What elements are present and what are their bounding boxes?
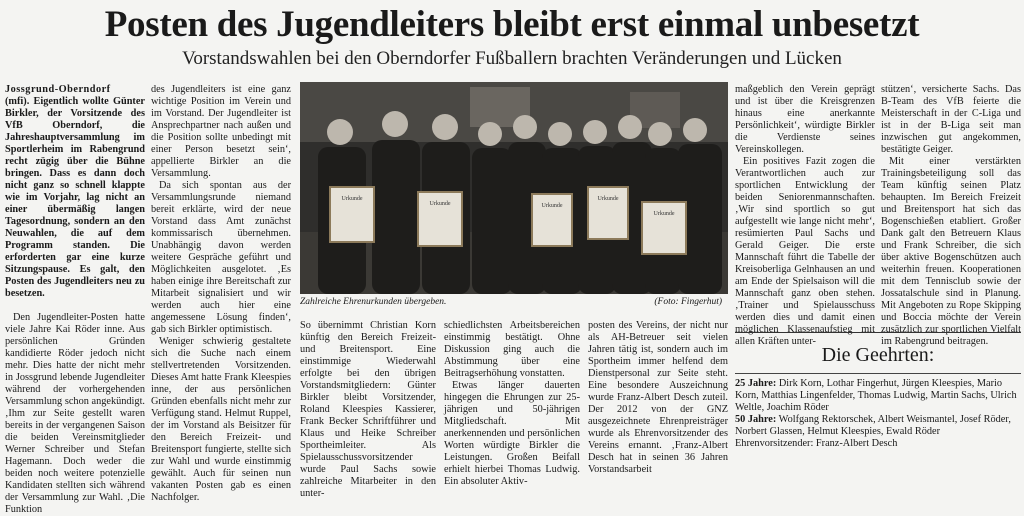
paragraph: schiedlichsten Arbeitsbereichen einstimmig bestätigt. Ohne Diskussion ging auch die Abstimmung über eine Beitragserhöhung vonstatten. [444,320,580,379]
photo-caption [300,297,728,308]
honorees-label: 25 Jahre: [735,378,777,389]
paragraph: Weniger schwierig gestaltete sich die Suche nach einem stellvertretenden Vorsitzenden. Dieses Amt hatte Frank Kleespies inne, der aus persönlichen Gründen ebenfalls nicht mehr zur Verfügung stand. Helmut Ruppel, der im Vorstand als Beisitzer für den Bereich Freizeit- und Breitensport fungierte, stellte sich zur Wahl und wurde einstimmig gewählt. Auch für seinen nun vakanten Posten gab es einen Nachfolger. [151,336,291,503]
paragraph: des Jugendleiters ist eine ganz wichtige Position im Verein und im Vorstand. Der Jugendleiter ist Ansprechpartner nach außen und die Position sollte unbedingt mit einer Person besetzt sein‘, appellierte Birkler an die Versammlung. [151,84,291,179]
honorees-label: 50 Jahre: [735,414,777,425]
subheadline: Vorstandswahlen bei den Oberndorfer Fußballern brachten Veränderungen und Lücken [182,48,842,69]
paragraph: maßgeblich den Verein geprägt und ist über die Kreisgrenzen hinaus eine anerkannte Persönlichkeit‘, würdigte Birkler die Verdienste seines Vereinskollegen. [735,84,875,155]
honorees-25-years [735,378,1021,414]
article-column-2 [151,84,291,503]
certificate-label: Urkunde [541,203,563,209]
paragraph: Mit einer verstärkten Trainingsbeteiligung soll das Team künftig seinen Platz behaupten. Im Bereich Freizeit und Breitensport hat sich das Bogenschießen etabliert. Großer Dank galt den Betreuern Klaus und Frank Schreiber, die sich über aktive Bogenschützen auch weiterhin freuen. Kooperationen mit dem Tennisclub sowie der Jossatalschule sind in Planung. Mit Angeboten zu Rope Skipping und Boccia möchte der Verein zusätzlich zur sportlichen Vielfalt im Rabengrund beitragen. [881,156,1021,347]
certificate-label: Urkunde [653,211,675,217]
article-column-7 [881,84,1021,347]
certificate-label: Urkunde [429,201,451,207]
photo-credit: (Foto: Fingerhut) [654,297,722,307]
honorees-50-years [735,414,1021,438]
honorees-names: Dirk Korn, Lothar Fingerhut, Jürgen Kleespies, Mario Korn, Matthias Lingenfelder, Thomas Ludwig, Martin Sachs, Ulrich Weltle, Joachim Röder [735,378,1017,413]
article-column-1 [5,84,145,515]
award-photo [300,82,728,294]
article-column-3 [300,320,436,499]
article-column-6 [735,84,875,347]
paragraph: posten des Vereins, der nicht nur als AH-Betreuer seit vielen Jahren tätig ist, sondern auch im Sportheim immer helfend dem Dienstpersonal zur Seite steht. Eine besondere Auszeichnung wurde Franz-Albert Desch zuteil. Der 2012 von der GNZ ausgezeichnete Ehrenpreisträger wurde als Ehrenvorsitzender des Vereins ernannt. ‚Franz-Albert Desch hat in seinen 36 Jahren Vorstandsarbeit [588,320,728,475]
divider [735,373,1021,374]
paragraph: stützen‘, versicherte Sachs. Das B-Team des VfB feierte die Meisterschaft in der C-Liga und ist in der B-Liga seit man inzwischen gut angekommen, bestätigte Geiger. [881,84,1021,155]
paragraph: Etwas länger dauerten hingegen die Ehrungen zur 25-jährigen und 50-jährigen Mitgliedschaft. Mit anerkennenden und persönlichen Worten würdigte Birkler die Leistungen. Großen Beifall erhielt hierbei Thomas Ludwig. Ein absoluter Aktiv- [444,380,580,487]
paragraph: Da sich spontan aus der Versammlungsrunde niemand bereit erklärte, wird der neue Vorstand dass Amt zunächst kommissarisch übernehmen. Unabhängig davon werden weitere Gespräche geführt und Möglichkeiten ausgelotet. ‚Es haben einige ihre Bereitschaft zur Mitarbeit signalisiert und wir werden auch hier eine angemessene Lösung finden‘, gab sich Birkler optimistisch. [151,180,291,335]
paragraph: Ein positives Fazit zogen die Verantwortlichen auch zur sportlichen Entwicklung der beiden Seniorenmannschaften. ‚Wir sind sportlich so gut aufgestellt wie lange nicht mehr‘, resümierten Paul Sachs und Gerald Geiger. Die erste Mannschaft führt die Tabelle der Kreisoberliga Gelnhausen an und am Ende der Spielsaison will die Mannschaft ganz oben stehen. ‚Trainer und Spielausschuss werden dies und damit einen möglichen Klassenaufstieg mit allen Kräften unter- [735,156,875,347]
certificate-label: Urkunde [341,196,363,202]
dateline: Jossgrund-Oberndorf [5,84,111,95]
article-column-5 [588,320,728,475]
honorees-list [735,378,1021,450]
lead-paragraph: (mfi). Eigentlich wollte Günter Birkler, der Vorsitzende des VfB Oberndorf, die Jahreshauptversammlung im Sportlerheim im Rabengrund recht zügig über die Bühne bringen. Dass es dann doch nicht ganz so schnell klappte wie im Vorjahr, lag nicht an einer übermäßig langen Tagesordnung, sondern an den Neuwahlen, die auf dem Programm standen. Die erforderten gar eine kurze Sitzungspause. Es galt, den Posten des Jugendleiters neu zu besetzen. [5,96,145,299]
honorees-title: Die Geehrten: [821,344,935,366]
caption-text: Zahlreiche Ehrenurkunden übergeben. [300,297,447,307]
group-photo-illustration [300,82,728,294]
honorary-chairman: Ehrenvorsitzender: Franz-Albert Desch [735,438,898,449]
article-column-4 [444,320,580,487]
certificate-label: Urkunde [597,196,619,202]
honorees-names: Wolfgang Rektorschek, Albert Weismantel, Josef Röder, Norbert Glassen, Helmut Kleespies, Ewald Röder [735,414,1011,437]
honorees-box [735,332,1021,461]
paragraph: So übernimmt Christian Korn künftig den Bereich Freizeit- und Breitensport. Eine einstimmige Wiederwahl erfolgte bei den übrigen Vorstandsmitgliedern: Günter Birkler bleibt Vorsitzender, Roland Kleespies Kassierer, Frank Becker Schriftführer und Klaus und Heike Schreiber Sportheimleiter. Als Spielausschussvorsitzender wurde Paul Sachs sowie zahlreiche Mitarbeiter in den unter- [300,320,436,499]
headline: Posten des Jugendleiters bleibt erst einmal unbesetzt [104,4,920,45]
paragraph: Den Jugendleiter-Posten hatte viele Jahre Kai Röder inne. Aus persönlichen Gründen kandidierte Röder jedoch nicht mehr. Dies hatte der nicht mehr in Jossgrund lebende Jugendleiter während der vorhergehenden Versammlung schon angekündigt. ‚Ihm zur Seite gestellt waren bereits in der vergangenen Saison die beiden Vereinsmitglieder Werner Schreiber und Stefan Hagemann. Doch weder die beiden noch weitere potenzielle Kandidaten stellten sich während der Versammlung zur Wahl. ‚Die Funktion [5,312,145,515]
